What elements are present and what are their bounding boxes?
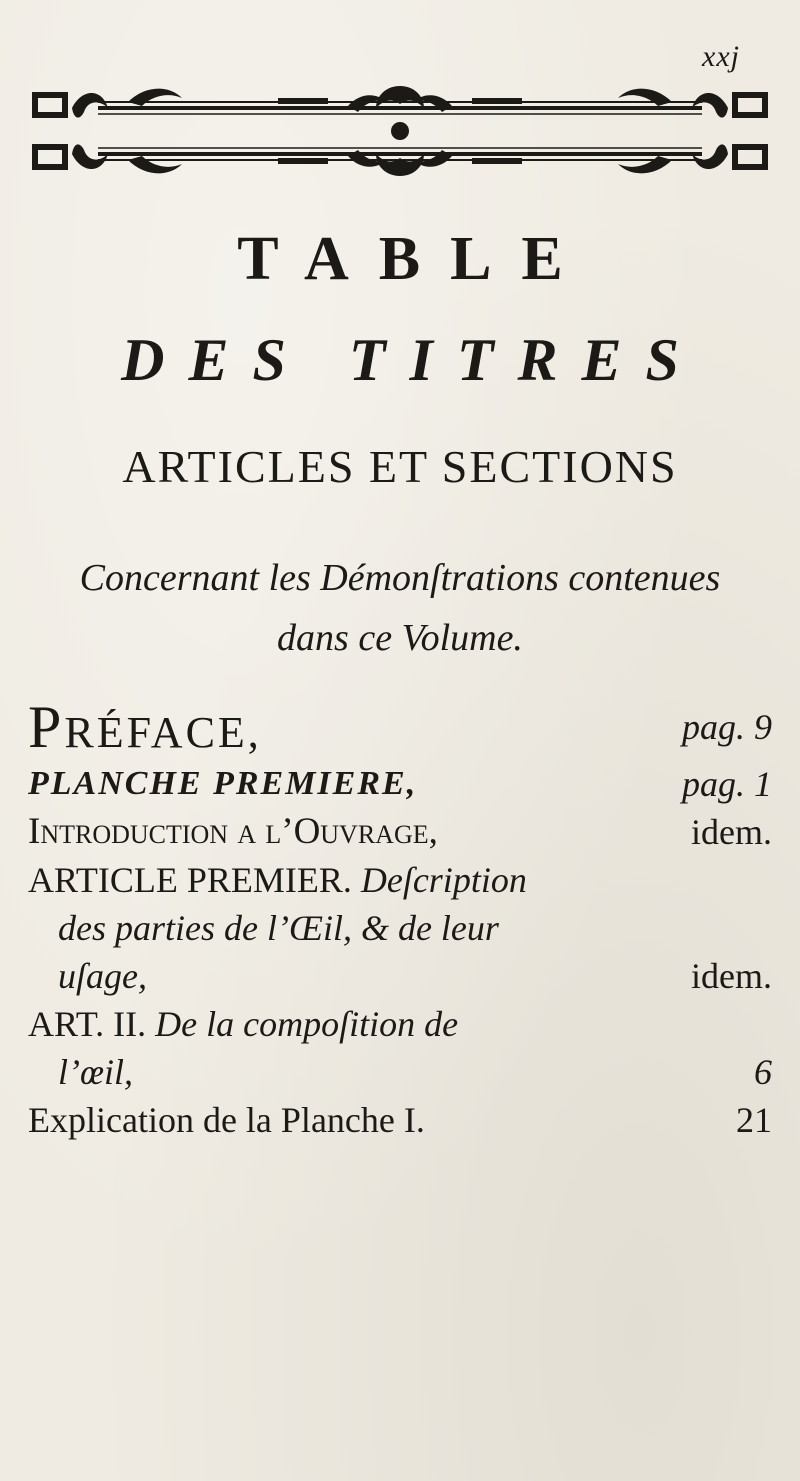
toc-entry-page: pag. 1 xyxy=(682,764,772,804)
toc-entry-label: PLANCHE PREMIERE, xyxy=(28,765,418,802)
page-number: xxj xyxy=(702,40,740,73)
toc-entry-article-2-line-1 xyxy=(28,1000,772,1048)
toc-entry-planche-premiere xyxy=(28,760,772,808)
toc-entry-label: Explication de la Planche I. xyxy=(28,1100,425,1140)
article-title-start: De la compoſition de xyxy=(155,1004,459,1044)
article-head: ARTICLE PREMIER. xyxy=(28,860,352,900)
decorative-headpiece-ornament xyxy=(28,78,772,190)
article-head: ART. II. xyxy=(28,1004,147,1044)
toc-entry-article-1-line-3 xyxy=(28,952,772,1000)
toc-entry-label: Introduction a l’Ouvrage, xyxy=(28,811,438,852)
toc-entry-page: idem. xyxy=(691,812,772,852)
drop-capital: P xyxy=(28,694,65,760)
title-articles-et-sections: ARTICLES ET SECTIONS xyxy=(122,441,678,492)
toc-entry-label-continued: l’œil, xyxy=(58,1052,134,1092)
toc-entry-article-1-line-2 xyxy=(28,904,772,952)
subtitle-line-2: dans ce Volume. xyxy=(277,617,523,659)
article-title-start: Deſcription xyxy=(360,860,527,900)
title-table: TABLE xyxy=(237,225,593,293)
toc-entry-label-continued: uſage, xyxy=(58,956,147,996)
subtitle-line-1: Concernant les Démonſtrations contenues xyxy=(79,557,721,599)
toc-entry-label xyxy=(28,856,527,904)
toc-entry-label xyxy=(28,694,262,766)
toc-entry-page: 21 xyxy=(736,1100,772,1140)
table-of-contents xyxy=(28,694,772,1144)
preface-rest: RÉFACE, xyxy=(64,708,262,757)
toc-entry-preface xyxy=(28,694,772,760)
toc-entry-page: 6 xyxy=(754,1052,772,1092)
title-des-titres: DES TITRES xyxy=(121,327,703,393)
toc-entry-label xyxy=(28,1000,458,1048)
toc-entry-page: idem. xyxy=(691,956,772,996)
toc-entry-explication xyxy=(28,1096,772,1144)
toc-entry-introduction xyxy=(28,808,772,856)
toc-entry-label-continued: des parties de l’Œil, & de leur xyxy=(58,908,499,948)
subtitle xyxy=(0,548,800,668)
toc-entry-article-1-line-1 xyxy=(28,856,772,904)
toc-entry-page: pag. 9 xyxy=(682,707,772,747)
toc-entry-article-2-line-2 xyxy=(28,1048,772,1096)
